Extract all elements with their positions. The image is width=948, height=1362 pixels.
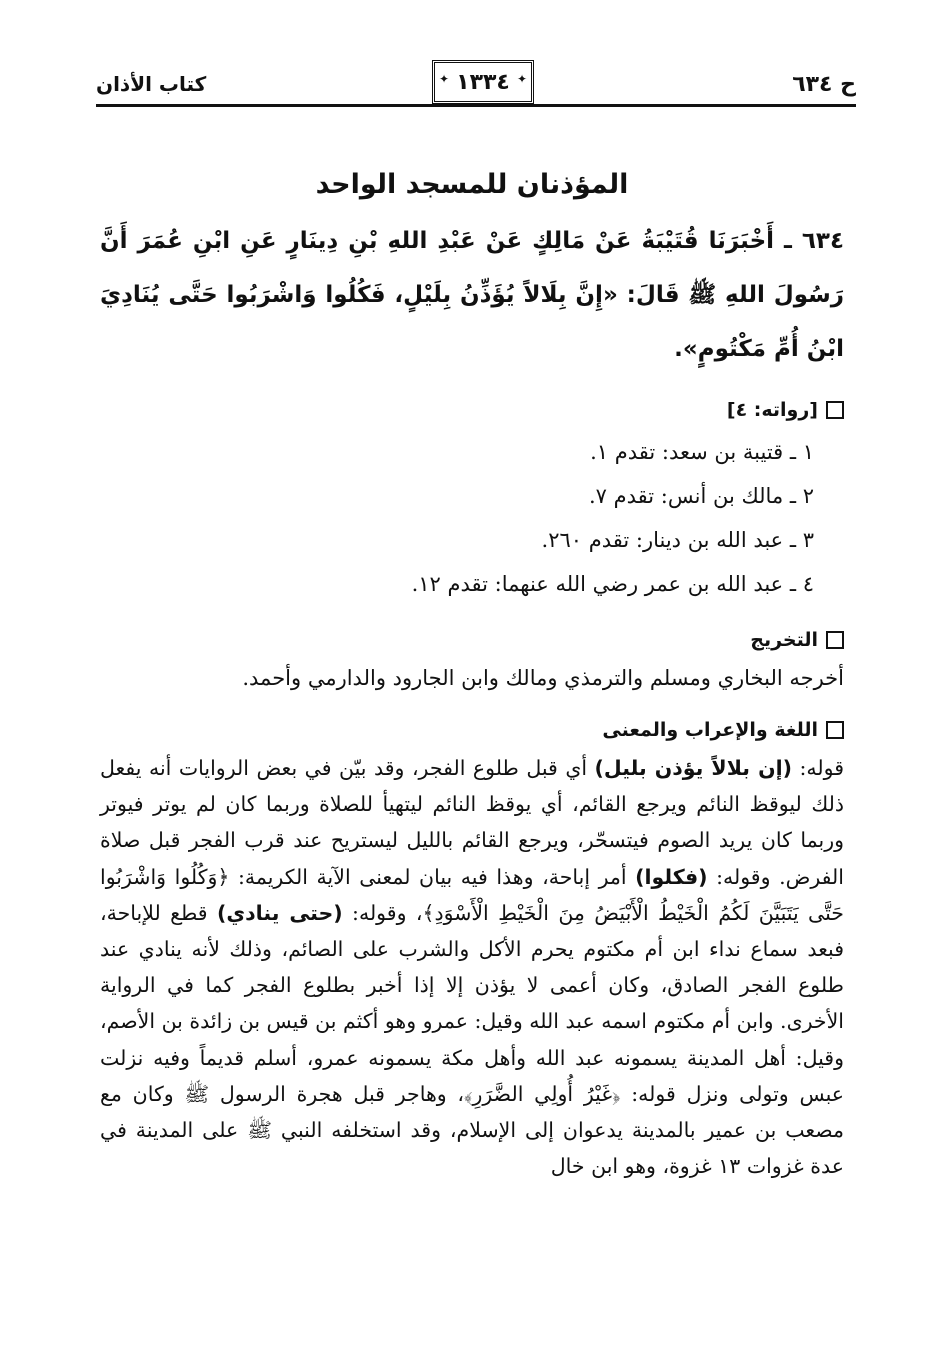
takhrij-heading-label: التخريج xyxy=(750,629,818,651)
square-bullet-icon xyxy=(826,401,844,419)
list-item: ٢ ـ مالك بن أنس: تقدم ٧. xyxy=(588,484,814,508)
narrators-list xyxy=(100,430,844,606)
lugha-paragraph xyxy=(100,750,844,1184)
lugha-heading xyxy=(100,714,844,746)
lugha-heading-label: اللغة والإعراب والمعنى xyxy=(602,719,818,741)
header-rule xyxy=(96,104,856,107)
quoted-phrase: (إن بلالاً يؤذن بليل) xyxy=(594,756,792,780)
page-number: ✦ ١٣٣٤ ✦ xyxy=(432,60,534,104)
hadith-ref: ح ٦٣٤ xyxy=(792,72,856,97)
list-item: ١ ـ قتيبة بن سعد: تقدم ١. xyxy=(590,440,814,464)
body-text: أي قبل طلوع الفجر، وقد بيّن في بعض الروايات أنه يفعل ذلك ليوقظ النائم ويرجع القائم، أي يوقظ النائم ليتهيأ للصلاة وربما كان لم يوتر فيوتر وربما كان يريد الصوم فيتسحّر، ويرجع القائم بالليل ليستريح عند قرب الفجر قبل صلاة الفرض. وقوله: xyxy=(100,756,844,889)
narrators-heading-label: [رواته: ٤] xyxy=(726,399,818,421)
square-bullet-icon xyxy=(826,631,844,649)
takhrij-heading xyxy=(100,624,844,656)
square-bullet-icon xyxy=(826,721,844,739)
body-text: قطع للإباحة، فبعد سماع نداء ابن أم مكتوم يحرم الأكل والشرب على الصائم، وذلك لأنه ينادي عند طلوع الفجر الصادق، وكان أعمى لا يؤذن إلا إذا أخبر بطلوع الفجر كما في الرواية الأخرى. وابن أم مكتوم اسمه عبد الله وقيل: عمرو وهو أكثم بن قيس بن زائدة بن الأصم، وقيل: أهل المدينة يسمونه عبد الله وأهل مكة يسمونه عمرو، أسلم قديماً وفيه نزلت عبس وتولى ونزل قوله: ﴿غَيْرُ أُولِي الضَّرَرِ﴾، وهاجر قبل هجرة الرسول ﷺ وكان مع مصعب بن عمير بالمدينة يدعوان إلى الإسلام، وقد استخلفه النبي ﷺ على المدينة في عدة غزوات ١٣ غزوة، وهو ابن خال xyxy=(100,900,844,1179)
body-text: أمر إباحة، وهذا فيه بيان لمعنى الآية الكريمة: ﴿وَكُلُوا وَاشْرَبُوا حَتَّى يَتَبَيَّنَ لَكُمُ الْخَيْطُ الْأَبْيَضُ مِنَ الْخَيْطِ الْأَسْوَدِ﴾، وقوله: xyxy=(100,864,844,925)
quoted-phrase: (حتى ينادي) xyxy=(216,900,343,925)
narrators-heading xyxy=(100,394,844,426)
list-item: ٤ ـ عبد الله بن عمر رضي الله عنهما: تقدم ١٢. xyxy=(411,572,814,596)
chapter-title: المؤذنان للمسجد الواحد xyxy=(315,169,629,200)
takhrij-text: أخرجه البخاري ومسلم والترمذي ومالك وابن الجارود والدارمي وأحمد. xyxy=(242,666,844,690)
body-text: قوله: xyxy=(791,756,844,780)
quoted-phrase: (فكلوا) xyxy=(635,864,708,889)
page-content xyxy=(100,160,844,1184)
hadith-text: ٦٣٤ ـ أَخْبَرَنَا قُتَيْبَةُ عَنْ مَالِكٍ عَنْ عَبْدِ اللهِ بْنِ دِينَارٍ عَنِ ابْنِ عُمَرَ أَنَّ رَسُولَ اللهِ ﷺ قَالَ: «إِنَّ بِلَالاً يُؤَذِّنُ بِلَيْلٍ، فَكُلُوا وَاشْرَبُوا حَتَّى يُنَادِيَ ابْنُ أُمِّ مَكْتُومٍ». xyxy=(100,228,844,362)
running-title: كتاب الأذان xyxy=(96,72,207,96)
list-item: ٣ ـ عبد الله بن دينار: تقدم ٢٦٠. xyxy=(541,528,814,552)
page-header xyxy=(96,60,856,110)
